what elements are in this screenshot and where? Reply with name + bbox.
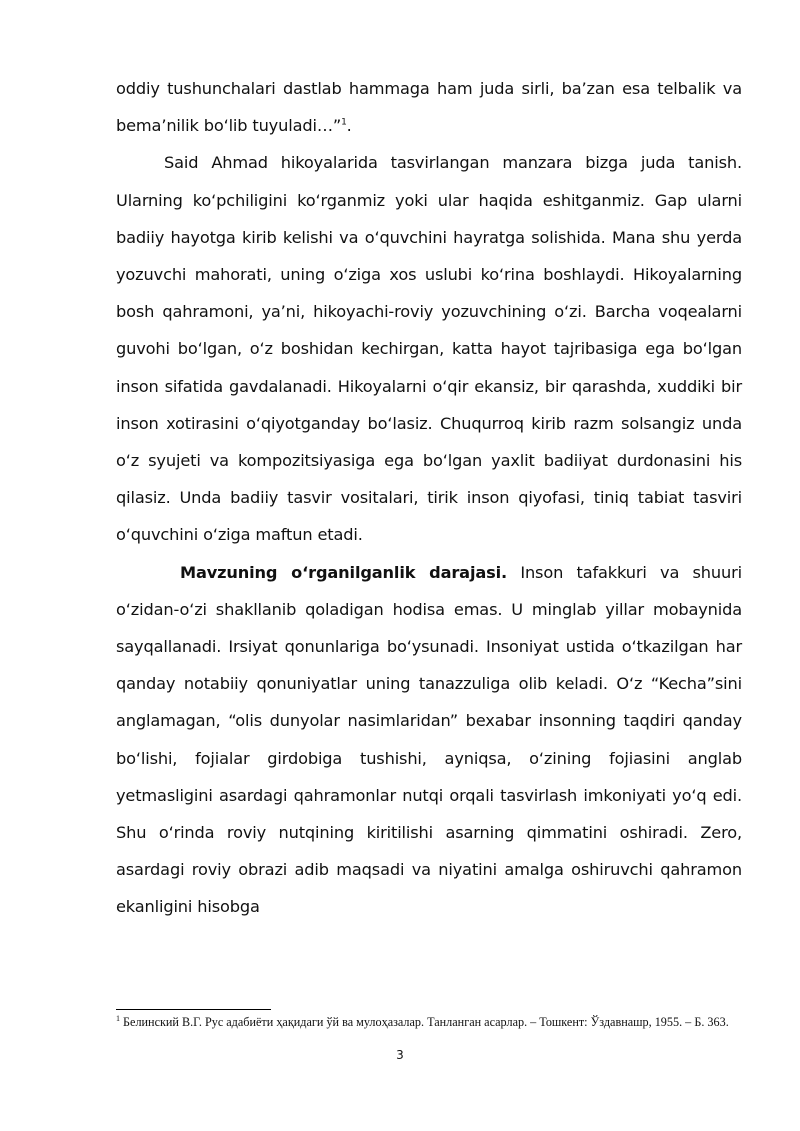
section-heading: Mavzuning o‘rganilganlik darajasi. — [180, 562, 508, 582]
footnote-divider — [116, 1009, 271, 1010]
main-text — [116, 70, 742, 926]
paragraph-3 — [116, 554, 742, 926]
paragraph-1-tail: . — [346, 116, 352, 136]
paragraph-1-text: oddiy tushunchalari dastlab hammaga ham juda sirli, ba’zan esa telbalik va bema’nilik bo‘lib tuyuladi…” — [116, 79, 742, 136]
page-number: 3 — [396, 1048, 404, 1062]
paragraph-1 — [116, 70, 742, 144]
footnote-text: Белинский В.Г. Рус адабиёти ҳақидаги ўй ва мулоҳазалар. Танланган асарлар. – Тошкент: Ўздавнашр, 1955. – Б. 363. — [120, 1015, 729, 1029]
footnote-reference[interactable]: 1 — [341, 117, 347, 128]
paragraph-2: Said Ahmad hikoyalarida tasvirlangan manzara bizga juda tanish. Ularning ko‘pchiligini ko‘rganmiz yoki ular haqida eshitganmiz. Gap ularni badiiy hayotga kirib kelishi va o‘quvchini hayratga solishida. Mana shu yerda yozuvchi mahorati, uning o‘ziga xos uslubi ko‘rina boshlaydi. Hikoyalarning bosh qahramoni, ya’ni, hikoyachi-roviy yozuvchining o‘zi. Barcha voqealarni guvohi bo‘lgan, o‘z boshidan kechirgan, katta hayot tajribasiga ega bo‘lgan inson sifatida gavdalanadi. Hikoyalarni o‘qir ekansiz, bir qarashda, xuddiki bir inson xotirasini o‘qiyotganday bo‘lasiz. Chuqurroq kirib razm solsangiz unda o‘z syujeti va kompozitsiyasiga ega bo‘lgan yaxlit badiiyat durdonasini his qilasiz. Unda badiiy tasvir vositalari, tirik inson qiyofasi, tiniq tabiat tasviri o‘quvchini o‘ziga maftun etadi. — [116, 153, 742, 545]
footnote — [116, 1014, 742, 1031]
footnote-number: 1 — [116, 1013, 120, 1023]
paragraph-3-text: Inson tafakkuri va shuuri o‘zidan-o‘zi shakllanib qoladigan hodisa emas. U minglab yillar mobaynida sayqallanadi. Irsiyat qonunlariga bo‘ysunadi. Insoniyat ustida o‘tkazilgan har qanday notabiiy qonuniyatlar uning tanazzuliga olib keladi. O‘z “Kecha”sini anglamagan, “olis dunyolar nasimlaridan” bexabar insonning taqdiri qanday bo‘lishi, fojialar girdobiga tushishi, ayniqsa, o‘zining fojiasini anglab yetmasligini asardagi qahramonlar nutqi orqali tasvirlash imkoniyati yo‘q edi. Shu o‘rinda roviy nutqining kiritilishi asarning qimmatini oshiradi. Zero, asardagi roviy obrazi adib maqsadi va niyatini amalga oshiruvchi qahramon ekanligini hisobga — [116, 562, 742, 917]
